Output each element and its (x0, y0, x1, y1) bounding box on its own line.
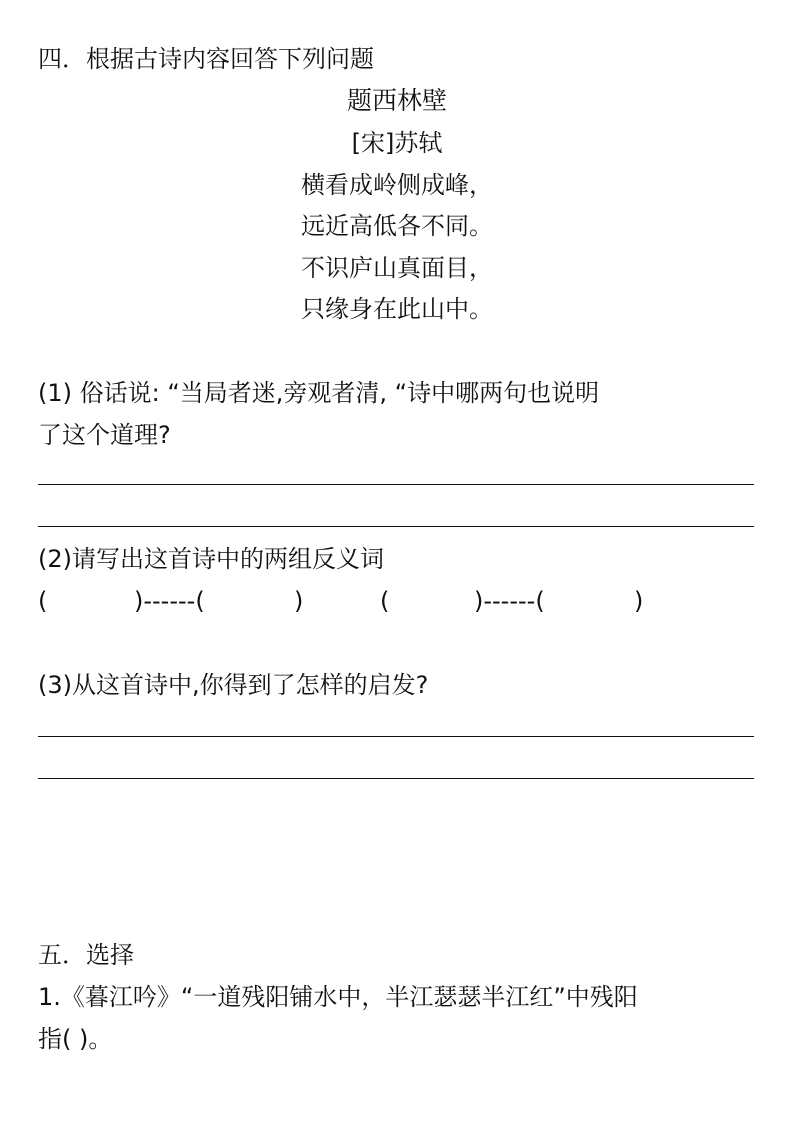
choice-question-1-line-1: 1.《暮江吟》“一道残阳铺水中，半江瑟瑟半江红”中残阳 (38, 983, 638, 1011)
poem-title: 题西林壁 (346, 86, 447, 115)
answer-line-2[interactable] (38, 526, 754, 527)
antonym-1b-close: ) (294, 587, 304, 615)
antonym-1a-open: ( (38, 587, 48, 615)
section4-heading: 四．根据古诗内容回答下列问题 (38, 45, 374, 73)
question-1-line-1: (1) 俗话说: “当局者迷,旁观者清, “诗中哪两句也说明 (38, 379, 600, 407)
answer-line-1[interactable] (38, 484, 754, 485)
poem-line-2: 远近高低各不同。 (301, 212, 493, 240)
antonym-brackets-row (38, 586, 754, 616)
answer-line-4[interactable] (38, 778, 754, 779)
antonym-2a-open: ( (380, 587, 390, 615)
antonym-1-separator: )------( (134, 587, 205, 615)
poem-line-4: 只缘身在此山中。 (301, 295, 493, 323)
poem-author: [宋]苏轼 (351, 129, 443, 157)
antonym-2b-close: ) (634, 587, 644, 615)
poem-line-3: 不识庐山真面目， (301, 254, 493, 282)
choice-question-1-line-2: 指( )。 (38, 1025, 113, 1053)
antonym-2-separator: )------( (474, 587, 545, 615)
section5-heading: 五．选择 (38, 941, 134, 969)
answer-line-3[interactable] (38, 736, 754, 737)
poem-line-1: 横看成岭侧成峰， (301, 171, 493, 199)
question-1-line-2: 了这个道理? (38, 421, 171, 449)
question-2-text: (2)请写出这首诗中的两组反义词 (38, 545, 384, 573)
question-3-text: (3)从这首诗中,你得到了怎样的启发? (38, 671, 429, 699)
